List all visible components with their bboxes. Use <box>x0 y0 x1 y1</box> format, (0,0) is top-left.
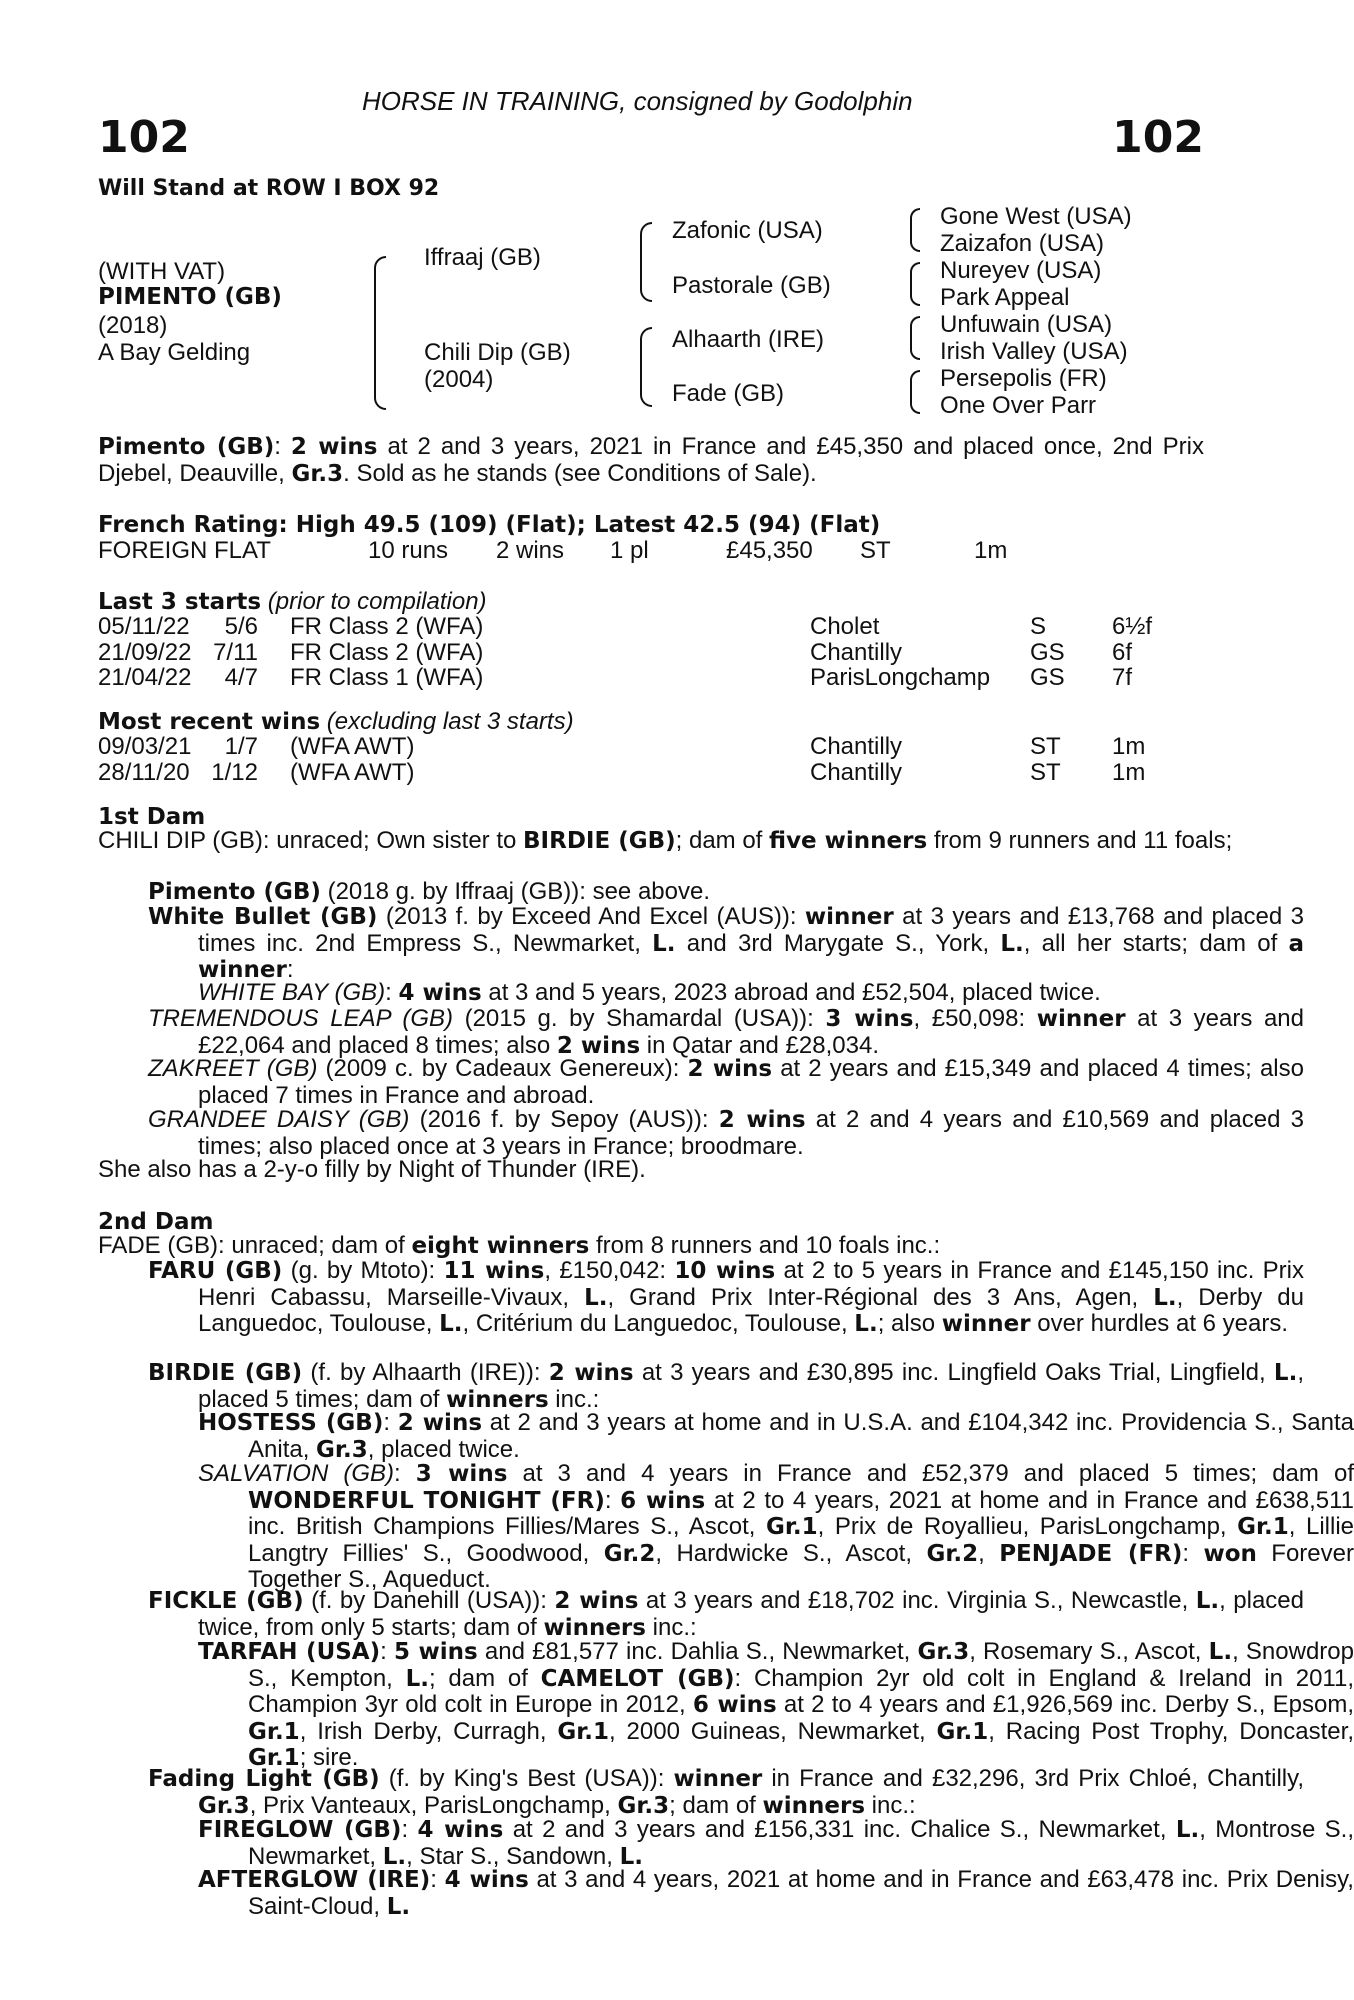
race-cell: 09/03/21 <box>98 733 192 760</box>
race-cell: 1m <box>1112 758 1146 786</box>
race-cell: 6½f <box>1112 613 1153 640</box>
pedigree-gen2: Zafonic (USA) <box>672 217 823 244</box>
pedigree-gen2: Pastorale (GB) <box>672 272 831 299</box>
pedigree-entry: FARU (GB) (g. by Mtoto): 11 wins, £150,042: 10 wins at 2 to 5 years in France and £145,150 inc. Prix Henri Cabassu, Marseille-Vivaux, L., Grand Prix Inter-Régional des 3 Ans, Agen, L., Derby du Languedoc, Toulouse, L., Critérium du Languedoc, Toulouse, L.; also winner over hurdles at 6 years. <box>148 1257 1305 1337</box>
horse-name: PIMENTO (GB) <box>98 284 282 310</box>
pedigree-entry: TARFAH (USA): 5 wins and £81,577 inc. Dahlia S., Newmarket, Gr.3, Rosemary S., Ascot, L., Snowdrop S., Kempton, L.; dam of CAMELOT (GB): Champion 2yr old colt in England & Ireland in 2011, Champion 3yr old colt in Europe in 2012, 6 wins at 2 to 4 years and £1,926,569 inc. Derby S., Epsom, Gr.1, Irish Derby, Curragh, Gr.1, 2000 Guineas, Newmarket, Gr.1, Racing Post Trophy, Doncaster, Gr.1; sire. <box>198 1638 1354 1771</box>
summary-text: at 2 and 3 years, 2021 in France and £45,350 and placed once, 2nd Prix Djebel, Deauville, <box>98 433 1204 487</box>
race-row <box>98 664 1204 690</box>
pedigree-bracket <box>910 262 920 306</box>
race-cell: 5/6 <box>224 613 258 640</box>
race-cell: Chantilly <box>810 638 903 666</box>
rating-heading: French Rating: High 49.5 (109) (Flat); Latest 42.5 (94) (Flat) <box>98 512 881 538</box>
rating-row <box>98 537 1204 563</box>
vat-note: (WITH VAT) <box>98 258 226 285</box>
pedigree-gen2: Alhaarth (IRE) <box>672 326 825 353</box>
race-cell: (WFA AWT) <box>290 733 415 760</box>
race-cell: 21/04/22 <box>98 664 192 691</box>
rating-cell: 1 pl <box>610 537 649 564</box>
rating-cell: ST <box>860 537 891 564</box>
pedigree-gen3: Nureyev (USA) <box>940 257 1102 284</box>
race-cell: (WFA AWT) <box>290 758 415 786</box>
pedigree-entry: AFTERGLOW (IRE): 4 wins at 3 and 4 years, 2021 at home and in France and £63,478 inc. Prix Denisy, Saint-Cloud, L. <box>198 1866 1354 1920</box>
dam-name: Chili Dip (GB) <box>424 339 571 366</box>
race-cell: 28/11/20 <box>98 758 190 786</box>
pedigree-gen3: One Over Parr <box>940 392 1097 419</box>
stand-location: Will Stand at ROW I BOX 92 <box>98 176 440 201</box>
recent-wins-heading: Most recent wins (excluding last 3 starts) <box>98 708 574 735</box>
race-cell: 7f <box>1112 664 1133 691</box>
race-cell: FR Class 2 (WFA) <box>290 638 484 666</box>
summary-horse-name: Pimento (GB) <box>98 434 275 460</box>
race-cell: 7/11 <box>213 638 258 666</box>
win-row <box>98 733 1204 759</box>
race-cell: GS <box>1030 638 1065 666</box>
race-cell: S <box>1030 613 1047 640</box>
pedigree-bracket <box>910 316 920 360</box>
race-cell: 05/11/22 <box>98 613 190 640</box>
horse-description: A Bay Gelding <box>98 339 251 366</box>
pedigree-bracket <box>640 222 652 302</box>
race-cell: ParisLongchamp <box>810 664 991 691</box>
pedigree-gen3: Zaizafon (USA) <box>940 230 1105 257</box>
pedigree-gen3: Park Appeal <box>940 284 1070 311</box>
horse-year: (2018) <box>98 312 168 339</box>
race-cell: Cholet <box>810 613 880 640</box>
pedigree-entry: She also has a 2-y-o filly by Night of Thunder (IRE). <box>98 1156 646 1183</box>
pedigree-bracket <box>910 370 920 414</box>
second-dam-heading: 2nd Dam <box>98 1209 214 1235</box>
lot-number-left: 102 <box>98 112 190 163</box>
summary-paragraph: Pimento (GB): 2 wins at 2 and 3 years, 2021 in France and £45,350 and placed once, 2nd Prix Djebel, Deauville, Gr.3. Sold as he stands (see Conditions of Sale). <box>98 433 1204 487</box>
race-cell: 1/7 <box>224 733 258 760</box>
dam-year: (2004) <box>424 366 494 393</box>
summary-grade: Gr.3 <box>291 460 344 487</box>
race-row <box>98 613 1204 639</box>
pedigree-gen3: Gone West (USA) <box>940 203 1132 230</box>
pedigree-entry: CHILI DIP (GB): unraced; Own sister to BIRDIE (GB); dam of five winners from 9 runners and 11 foals; <box>98 827 1233 854</box>
rating-cell: 10 runs <box>368 537 449 564</box>
race-cell: 21/09/22 <box>98 638 192 666</box>
race-cell: ST <box>1030 758 1061 786</box>
summary-wins: 2 wins <box>290 434 378 460</box>
pedigree-entry: TREMENDOUS LEAP (GB) (2015 g. by Shamardal (USA)): 3 wins, £50,098: winner at 3 years and £22,064 and placed 8 times; also 2 wins in Qatar and £28,034. <box>148 1005 1305 1059</box>
summary-text: . Sold as he stands (see Conditions of Sale). <box>343 459 817 487</box>
race-cell: FR Class 2 (WFA) <box>290 613 484 640</box>
rating-cell: £45,350 <box>726 537 813 564</box>
win-row <box>98 759 1204 785</box>
page-title: HORSE IN TRAINING, consigned by Godolphin <box>362 86 913 116</box>
last-starts-heading: Last 3 starts (prior to compilation) <box>98 588 487 615</box>
rating-cell: 1m <box>974 537 1008 564</box>
race-cell: 6f <box>1112 638 1133 666</box>
pedigree-entry: Pimento (GB) (2018 g. by Iffraaj (GB)): see above. <box>148 878 711 905</box>
pedigree-entry: ZAKREET (GB) (2009 c. by Cadeaux Genereux): 2 wins at 2 years and £15,349 and placed 4 times; also placed 7 times in France and abroad. <box>148 1055 1304 1109</box>
race-cell: 4/7 <box>224 664 258 691</box>
sire-name: Iffraaj (GB) <box>424 244 541 271</box>
pedigree-entry: Fading Light (GB) (f. by King's Best (USA)): winner in France and £32,296, 3rd Prix Chloé, Chantilly, Gr.3, Prix Vanteaux, ParisLongchamp, Gr.3; dam of winners inc.: <box>148 1765 1304 1819</box>
pedigree-entry: BIRDIE (GB) (f. by Alhaarth (IRE)): 2 wins at 3 years and £30,895 inc. Lingfield Oaks Trial, Lingfield, L., placed 5 times; dam of winners inc.: <box>148 1359 1304 1413</box>
pedigree-entry: FADE (GB): unraced; dam of eight winners from 8 runners and 10 foals inc.: <box>98 1232 941 1259</box>
catalogue-page <box>98 0 1354 2000</box>
pedigree-bracket <box>374 256 386 410</box>
pedigree-gen3: Unfuwain (USA) <box>940 311 1113 338</box>
pedigree-entry: FIREGLOW (GB): 4 wins at 2 and 3 years and £156,331 inc. Chalice S., Newmarket, L., Montrose S., Newmarket, L., Star S., Sandown, L. <box>198 1816 1354 1870</box>
pedigree-gen3: Persepolis (FR) <box>940 365 1107 392</box>
race-cell: GS <box>1030 664 1065 691</box>
pedigree-entry: FICKLE (GB) (f. by Danehill (USA)): 2 wins at 3 years and £18,702 inc. Virginia S., Newcastle, L., placed twice, from only 5 starts; dam of winners inc.: <box>148 1587 1304 1641</box>
pedigree-entry: HOSTESS (GB): 2 wins at 2 and 3 years at home and in U.S.A. and £104,342 inc. Providencia S., Santa Anita, Gr.3, placed twice. <box>198 1409 1354 1463</box>
race-cell: Chantilly <box>810 733 903 760</box>
pedigree-bracket <box>910 208 920 252</box>
race-cell: 1m <box>1112 733 1146 760</box>
race-cell: Chantilly <box>810 758 903 786</box>
pedigree-entry: WHITE BAY (GB): 4 wins at 3 and 5 years, 2023 abroad and £52,504, placed twice. <box>198 979 1101 1006</box>
race-row <box>98 639 1204 665</box>
pedigree-bracket <box>640 327 652 407</box>
race-cell: 1/12 <box>211 758 258 786</box>
race-cell: FR Class 1 (WFA) <box>290 664 484 691</box>
rating-cell: 2 wins <box>496 537 565 564</box>
first-dam-heading: 1st Dam <box>98 804 206 830</box>
pedigree-gen3: Irish Valley (USA) <box>940 338 1128 365</box>
rating-cell: FOREIGN FLAT <box>98 537 271 564</box>
pedigree-gen2: Fade (GB) <box>672 380 785 407</box>
race-cell: ST <box>1030 733 1061 760</box>
pedigree-entry: White Bullet (GB) (2013 f. by Exceed And Excel (AUS)): winner at 3 years and £13,768 and placed 3 times inc. 2nd Empress S., Newmarket, L. and 3rd Marygate S., York, L., all her starts; dam of a winner: <box>148 903 1305 983</box>
lot-number-right: 102 <box>1112 112 1204 163</box>
pedigree-entry: GRANDEE DAISY (GB) (2016 f. by Sepoy (AUS)): 2 wins at 2 and 4 years and £10,569 and placed 3 times; also placed once at 3 years in France; broodmare. <box>148 1106 1305 1160</box>
pedigree-entry: SALVATION (GB): 3 wins at 3 and 4 years in France and £52,379 and placed 5 times; dam of WONDERFUL TONIGHT (FR): 6 wins at 2 to 4 years, 2021 at home and in France and £638,511 inc. British Champions Fillies/Mares S., Ascot, Gr.1, Prix de Royallieu, ParisLongchamp, Gr.1, Lillie Langtry Fillies' S., Goodwood, Gr.2, Hardwicke S., Ascot, Gr.2, PENJADE (FR): won Forever Together S., Aqueduct. <box>198 1460 1354 1593</box>
